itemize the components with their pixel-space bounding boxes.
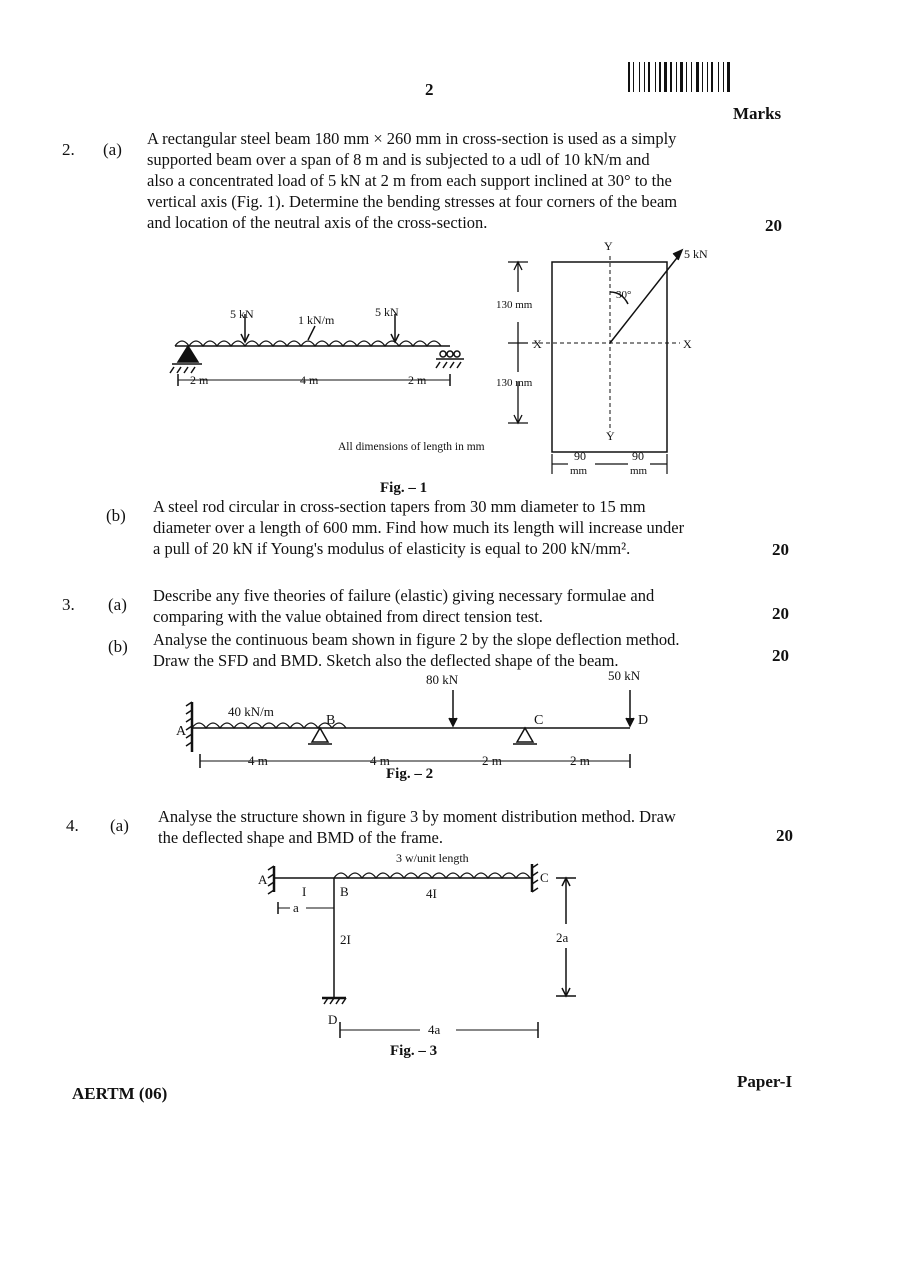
fig3-moment-i: I — [302, 884, 307, 899]
q3a-marks: 20 — [772, 604, 789, 623]
fig3-node-c: C — [540, 870, 549, 885]
fig2-dim-2: 4 m — [370, 753, 390, 768]
fig3-node-a: A — [258, 872, 268, 887]
fig1-axis-y-bottom: Y — [606, 429, 615, 443]
fig1-unit-right: mm — [630, 465, 648, 477]
fig3-dim-a: a — [293, 900, 299, 915]
q4a-label: (a) — [110, 816, 129, 835]
barcode-bar — [707, 62, 708, 92]
question-number-4: 4. — [66, 816, 79, 835]
paper-label: Paper-I — [737, 1072, 793, 1091]
barcode-bar — [659, 62, 661, 92]
fig1-dim-130-bottom: 130 mm — [496, 377, 533, 389]
paper-code: AERTM (06) — [72, 1084, 168, 1103]
fig1-unit-left: mm — [570, 465, 588, 477]
barcode-bar — [711, 62, 713, 92]
barcode-bar — [670, 62, 672, 92]
q2a-marks: 20 — [765, 216, 782, 235]
fig1-dim-mid: 4 m — [300, 373, 319, 387]
fig1-dim-left: 2 m — [190, 373, 209, 387]
fig1-caption: Fig. – 1 — [380, 480, 428, 496]
barcode-bar — [664, 62, 667, 92]
barcode-bar — [639, 62, 640, 92]
q2b-line: A steel rod circular in cross-section tapers from 30 mm diameter to 15 mm — [153, 497, 646, 516]
q3b-line: Analyse the continuous beam shown in figure 2 by the slope deflection method. — [153, 630, 680, 649]
q2a-text — [147, 128, 767, 233]
fig2-load-80: 80 kN — [426, 672, 459, 687]
q4a-text — [158, 806, 778, 848]
fig3-node-d: D — [328, 1012, 338, 1027]
q2a-line: vertical axis (Fig. 1). Determine the bending stresses at four corners of the beam — [147, 192, 678, 211]
q4a-marks: 20 — [776, 826, 793, 845]
fig2-dim-3: 2 m — [482, 753, 502, 768]
fig3-moment-2i: 2I — [340, 932, 351, 947]
figure-3 — [250, 848, 590, 1048]
page-number: 2 — [425, 80, 434, 99]
fig2-dim-1: 4 m — [248, 753, 268, 768]
fig1-dim-90-left: 90 — [574, 449, 586, 463]
fig3-udl-label: 3 w/unit length — [396, 851, 469, 865]
q2a-line: and location of the neutral axis of the cross-section. — [147, 213, 488, 232]
q2a-line: A rectangular steel beam 180 mm × 260 mm in cross-section is used as a simply — [147, 129, 677, 148]
fig1-dimension-note: All dimensions of length in mm — [338, 441, 485, 453]
barcode-bar — [648, 62, 650, 92]
q2b-line: a pull of 20 kN if Young's modulus of elasticity is equal to 200 kN/mm². — [153, 539, 631, 558]
fig1-section-load: 5 kN — [684, 247, 708, 261]
q2b-line: diameter over a length of 600 mm. Find how much its length will increase under — [153, 518, 685, 537]
fig2-node-b: B — [326, 713, 336, 728]
barcode-bar — [633, 62, 634, 92]
fig2-caption: Fig. – 2 — [386, 766, 434, 782]
fig3-node-b: B — [340, 884, 349, 899]
q4a-line: the deflected shape and BMD of the frame. — [158, 828, 443, 847]
fig3-frame — [268, 864, 576, 1038]
q3b-line: Draw the SFD and BMD. Sketch also the deflected shape of the beam. — [153, 651, 619, 670]
q2b-text — [153, 496, 773, 559]
fig3-caption: Fig. – 3 — [390, 1043, 438, 1059]
barcode-bar — [686, 62, 687, 92]
fig1-dim-right: 2 m — [408, 373, 427, 387]
barcode — [628, 62, 783, 92]
barcode-bar — [655, 62, 656, 92]
q2a-line: also a concentrated load of 5 kN at 2 m from each support inclined at 30° to the — [147, 171, 672, 190]
q4a-line: Analyse the structure shown in figure 3 by moment distribution method. Draw — [158, 807, 676, 826]
fig1-load-left: 5 kN — [230, 307, 254, 321]
q3b-label: (b) — [108, 637, 128, 656]
barcode-bar — [691, 62, 692, 92]
question-number-3: 3. — [62, 595, 75, 614]
fig3-dim-4a: 4a — [428, 1022, 441, 1037]
fig2-load-50: 50 kN — [608, 668, 641, 683]
fig1-dim-130-top: 130 mm — [496, 299, 533, 311]
fig2-node-a: A — [176, 724, 187, 739]
figure-2 — [170, 668, 670, 778]
fig1-udl-label: 1 kN/m — [298, 313, 335, 327]
fig1-cross-section — [532, 250, 682, 452]
q2b-marks: 20 — [772, 540, 789, 559]
barcode-bar — [696, 62, 699, 92]
q3a-line: Describe any five theories of failure (elastic) giving necessary formulae and — [153, 586, 655, 605]
barcode-bar — [676, 62, 677, 92]
fig2-node-c: C — [534, 713, 544, 728]
fig2-node-d: D — [638, 713, 649, 728]
q2a-label: (a) — [103, 140, 122, 159]
q3b-marks: 20 — [772, 646, 789, 665]
barcode-bar — [628, 62, 630, 92]
fig2-dim-4: 2 m — [570, 753, 590, 768]
q2b-label: (b) — [106, 506, 126, 525]
fig1-load-right: 5 kN — [375, 305, 399, 319]
fig1-axis-x-left: X — [533, 337, 542, 351]
fig1-axis-x-right: X — [683, 337, 692, 351]
q3a-label: (a) — [108, 595, 127, 614]
question-number-2: 2. — [62, 140, 75, 159]
fig1-axis-y-top: Y — [604, 239, 613, 253]
fig1-section-height-dim — [508, 262, 528, 423]
q3a-text — [153, 585, 773, 627]
marks-heading: Marks — [733, 104, 782, 123]
barcode-bar — [702, 62, 703, 92]
figure-1 — [150, 232, 750, 492]
q3a-line: comparing with the value obtained from direct tension test. — [153, 607, 543, 626]
fig1-dim-90-right: 90 — [632, 449, 644, 463]
barcode-bar — [718, 62, 719, 92]
barcode-bar — [727, 62, 730, 92]
barcode-bar — [644, 62, 645, 92]
fig2-udl-label: 40 kN/m — [228, 704, 274, 719]
fig1-angle-label: 30° — [616, 289, 632, 301]
q3b-text — [153, 629, 773, 671]
fig3-moment-4i: 4I — [426, 886, 437, 901]
barcode-bar — [723, 62, 724, 92]
q2a-line: supported beam over a span of 8 m and is subjected to a udl of 10 kN/m and — [147, 150, 650, 169]
fig3-dim-2a: 2a — [556, 930, 569, 945]
barcode-bar — [680, 62, 683, 92]
